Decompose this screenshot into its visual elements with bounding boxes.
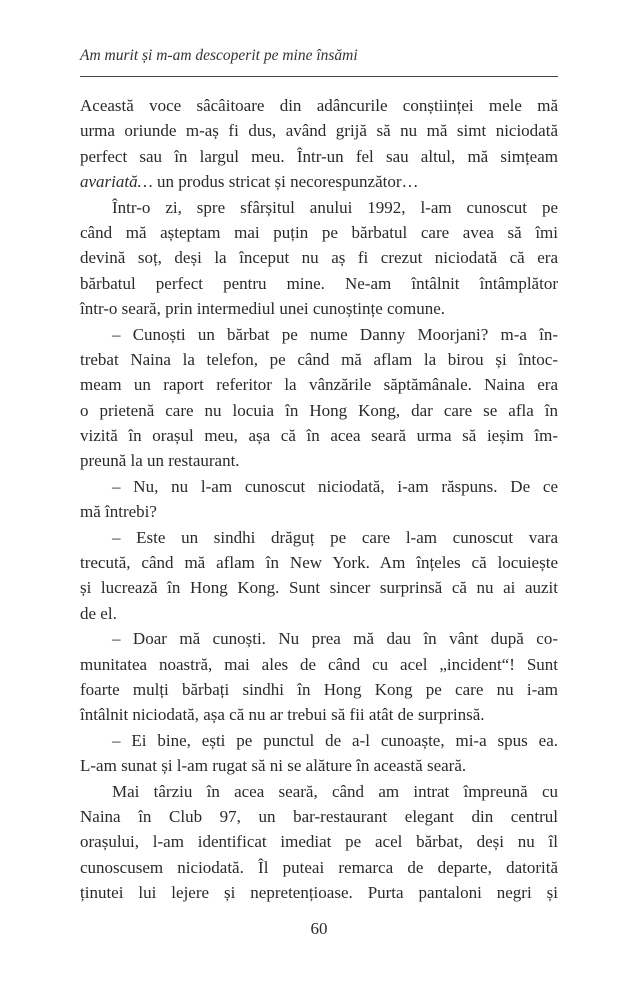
italic-word: avariată… [80,172,153,192]
text-line: cunoscusem niciodată. Îl puteai remarca de departe, datorită [80,857,558,877]
text-line: munitatea noastră, mai ales de când cu acel „incident“! Sunt [80,654,558,674]
page-number: 60 [310,919,328,938]
text-line: trecută, când mă aflam în New York. Am înțeles că locuiește [80,553,558,573]
dialogue-line: – Doar mă cunoști. Nu prea mă dau în vânt după co- [112,629,558,649]
text-line: și lucrează în Hong Kong. Sunt sincer surprinsă că nu ai auzit [80,578,558,598]
text-line: bărbatul perfect pentru mine. Ne-am întâlnit întâmplător [80,273,558,293]
text-line: trebat Naina la telefon, pe când mă aflam la birou și întoc- [80,349,558,369]
text-line: mă întrebi? [80,502,157,522]
text-line: ținutei lui lejere și nepretențioase. Purta pantaloni negri și [80,883,558,903]
text-line-rest: un produs stricat și necorespunzător… [152,172,419,192]
dialogue-line: – Este un sindhi drăguț pe care l-am cunoscut vara [112,527,558,547]
running-header: Am murit și m-am descoperit pe mine însămi [80,47,358,64]
text-line: L-am sunat și l-am rugat să ni se alăture în această seară. [80,756,467,776]
dialogue-line: – Cunoști un bărbat pe nume Danny Moorjani? m-a în- [112,324,558,344]
text-line: meam un raport referitor la vânzările săptămânale. Naina era [80,375,558,395]
text-line: orașului, l-am identificat imediat pe acel bărbat, deși nu îl [80,832,558,852]
paragraph-start: Mai târziu în acea seară, când am intrat împreună cu [112,781,558,801]
text-line: într-o seară, prin intermediul unei cunoștințe comune. [80,299,446,319]
text-line: foarte mulți bărbați sindhi în Hong Kong pe care nu i-am [80,679,558,699]
text-line: întâlnit niciodată, așa că nu ar trebui să fii atât de surprinsă. [80,705,485,725]
text-line: perfect sau în largul meu. Într-un fel sau altul, mă simțeam [80,146,558,166]
text-line: vizită în orașul meu, așa că în acea seară urma să ieșim îm- [80,426,558,446]
text-line: preună la un restaurant. [80,451,240,471]
text-line: când mă așteptam mai puțin pe bărbatul care avea să îmi [80,222,558,242]
text-line: devină soț, deși la început nu aș fi crezut niciodată că era [80,248,558,268]
header-rule [80,76,558,77]
text-line: o prietenă care nu locuia în Hong Kong, dar care se afla în [80,400,558,420]
paragraph-start: Într-o zi, spre sfârșitul anului 1992, l-am cunoscut pe [112,197,558,217]
text-line: de el. [80,603,117,623]
text-line: Naina în Club 97, un bar-restaurant elegant din centrul [80,806,558,826]
text-line: Această voce sâcâitoare din adâncurile conștiinței mele mă [80,96,558,115]
dialogue-line: – Nu, nu l-am cunoscut niciodată, i-am răspuns. De ce [112,476,558,496]
text-line [80,169,558,194]
dialogue-line: – Ei bine, ești pe punctul de a-l cunoaște, mi-a spus ea. [112,730,558,750]
text-line: urma oriunde m-aș fi dus, având grijă să nu mă simt niciodată [80,121,558,141]
body-text [80,93,558,906]
